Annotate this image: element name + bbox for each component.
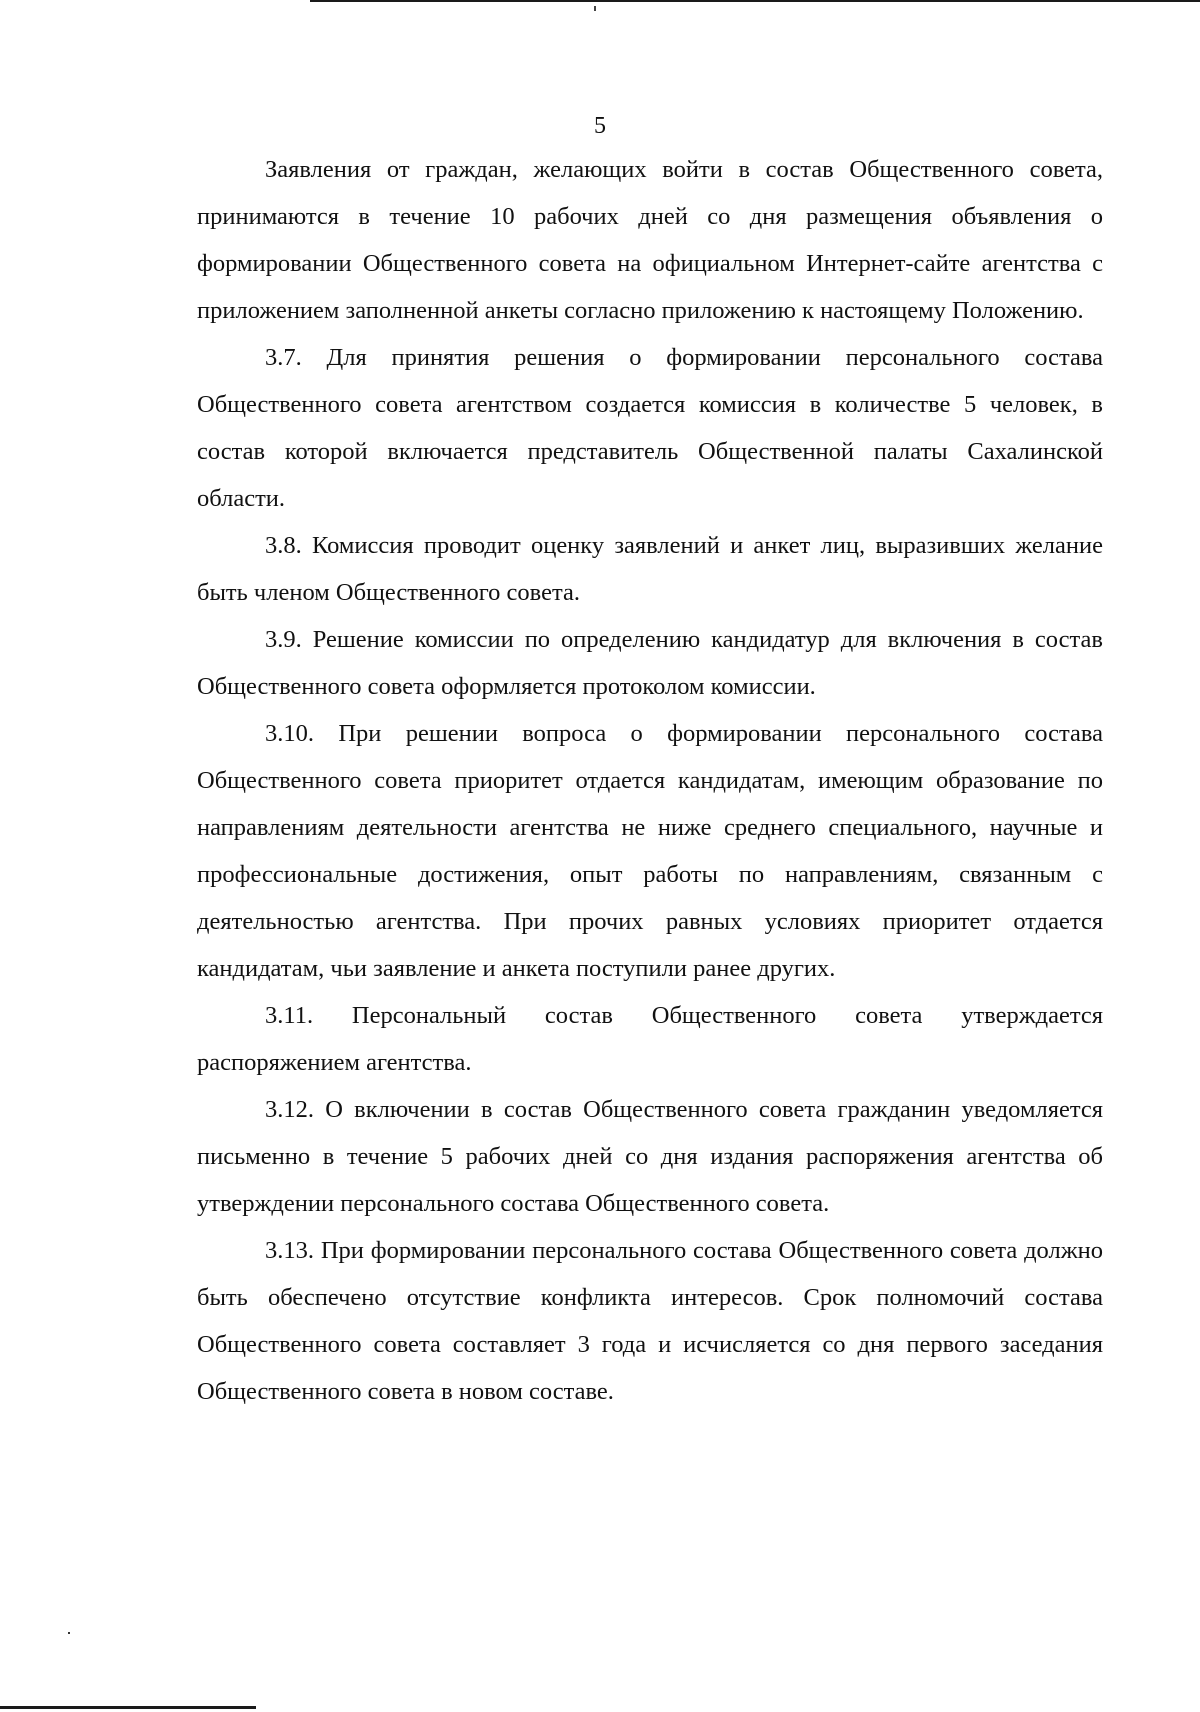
paragraph-3-13: 3.13. При формировании персонального состава Общественного совета должно быть обеспечено отсутствие конфликта интересов. Срок полномочий состава Общественного совета составляет 3 года и исчисляется со дня первого заседания Общественного совета в новом составе.: [197, 1237, 1103, 1405]
paragraph-3-7: 3.7. Для принятия решения о формировании персонального состава Общественного совета агентством создается комиссия в количестве 5 человек, в состав которой включается представитель Общественной палаты Сахалинской области.: [197, 344, 1103, 512]
scan-mark-top: [594, 6, 596, 11]
scan-speck: [68, 1632, 70, 1634]
scan-edge-line-bottom: [0, 1706, 256, 1709]
page-number: 5: [594, 113, 606, 139]
paragraph-3-12: 3.12. О включении в состав Общественного совета гражданин уведомляется письменно в течение 5 рабочих дней со дня издания распоряжения агентства об утверждении персонального состава Общественного совета.: [197, 1096, 1103, 1217]
paragraph-3-11: 3.11. Персональный состав Общественного совета утверждается распоряжением агентства.: [197, 1002, 1103, 1076]
scan-edge-line-top: [310, 0, 1200, 2]
paragraph-3-8: 3.8. Комиссия проводит оценку заявлений и анкет лиц, выразивших желание быть членом Общественного совета.: [197, 532, 1103, 606]
paragraph-3-9: 3.9. Решение комиссии по определению кандидатур для включения в состав Общественного совета оформляется протоколом комиссии.: [197, 626, 1103, 700]
paragraph-applications: Заявления от граждан, желающих войти в состав Общественного совета, принимаются в течение 10 рабочих дней со дня размещения объявления о формировании Общественного совета на официальном Интернет-сайте агентства с приложением заполненной анкеты согласно приложению к настоящему Положению.: [197, 156, 1103, 324]
document-body: [197, 146, 1103, 1415]
paragraph-3-10: 3.10. При решении вопроса о формировании персонального состава Общественного совета приоритет отдается кандидатам, имеющим образование по направлениям деятельности агентства не ниже среднего специального, научные и профессиональные достижения, опыт работы по направлениям, связанным с деятельностью агентства. При прочих равных условиях приоритет отдается кандидатам, чьи заявление и анкета поступили ранее других.: [197, 720, 1103, 982]
